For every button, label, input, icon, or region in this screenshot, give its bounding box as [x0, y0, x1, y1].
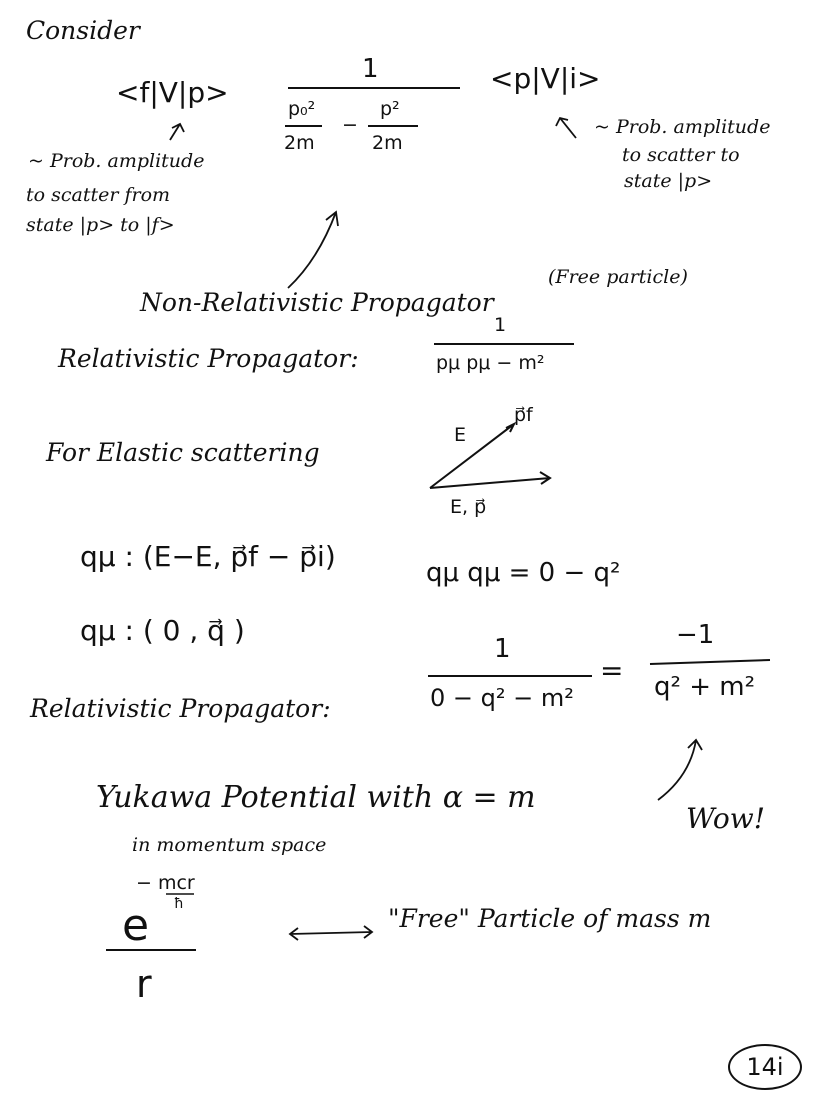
rel3-numerator: −1: [676, 620, 715, 650]
rel-denominator: pμ pμ − m²: [436, 352, 545, 374]
term2-top: p²: [380, 98, 400, 120]
term1-top: p₀²: [288, 98, 316, 120]
intro-text: Consider: [26, 16, 140, 45]
term2-bottom: 2m: [372, 132, 403, 154]
wow-text: Wow!: [686, 802, 765, 835]
rel2-denominator: 0 − q² − m²: [430, 684, 574, 712]
note-left-line-1: ~ Prob. amplitude: [28, 150, 205, 172]
fraction-bar-rel3: [650, 660, 770, 664]
diagram-label-e: E: [454, 424, 467, 446]
diagram-pf-vector: [430, 424, 514, 488]
note-right-line-2: to scatter to: [622, 144, 740, 166]
bra-ket-right: <p|V|i>: [490, 62, 601, 95]
rel-numerator: 1: [494, 314, 507, 336]
note-left-line-3: state |p> to |f>: [26, 214, 175, 236]
arrow-yukawa: [658, 740, 702, 800]
exponent-denominator: r: [136, 962, 152, 1006]
rel2-numerator: 1: [494, 634, 511, 664]
q-square: qμ qμ = 0 − q²: [426, 558, 621, 588]
page-number-badge: [728, 1044, 802, 1090]
free-particle-label: (Free particle): [548, 266, 688, 288]
arrow-note-left: [170, 124, 184, 140]
nonrel-label: Non-Relativistic Propagator: [140, 288, 494, 317]
exponent-base: e: [122, 900, 150, 951]
page-number: 14i: [746, 1053, 784, 1081]
term1-bottom: 2m: [284, 132, 315, 154]
arrow-note-right: [556, 118, 576, 138]
rel-label: Relativistic Propagator:: [58, 344, 359, 373]
exponent-top: − mcr: [136, 872, 195, 894]
diagram-label-bottom: E, p⃗: [450, 496, 487, 518]
bra-ket-left: <f|V|p>: [116, 76, 229, 109]
fraction-numerator: 1: [362, 54, 379, 84]
note-right-line-3: state |p>: [624, 170, 713, 192]
free-particle-mass: "Free" Particle of mass m: [388, 904, 712, 933]
note-right-line-1: ~ Prob. amplitude: [594, 116, 771, 138]
exponent-hbar: ħ: [174, 896, 184, 912]
rel3-denominator: q² + m²: [654, 672, 755, 702]
rel-label-2: Relativistic Propagator:: [30, 694, 331, 723]
double-arrow: [290, 926, 372, 940]
q-result: qμ : ( 0 , q⃗ ): [80, 614, 245, 647]
elastic-label: For Elastic scattering: [46, 438, 320, 467]
diagram-label-pf: p⃗f: [514, 404, 533, 426]
yukawa-heading: Yukawa Potential with α = m: [96, 780, 536, 815]
note-left-line-2: to scatter from: [26, 184, 171, 206]
yukawa-subtitle: in momentum space: [132, 834, 327, 856]
arrow-nonrel: [288, 212, 338, 288]
q-definition: qμ : (E−E, p⃗f − p⃗i): [80, 540, 336, 573]
equals-sign: =: [600, 654, 624, 687]
minus-sign: −: [342, 114, 358, 136]
